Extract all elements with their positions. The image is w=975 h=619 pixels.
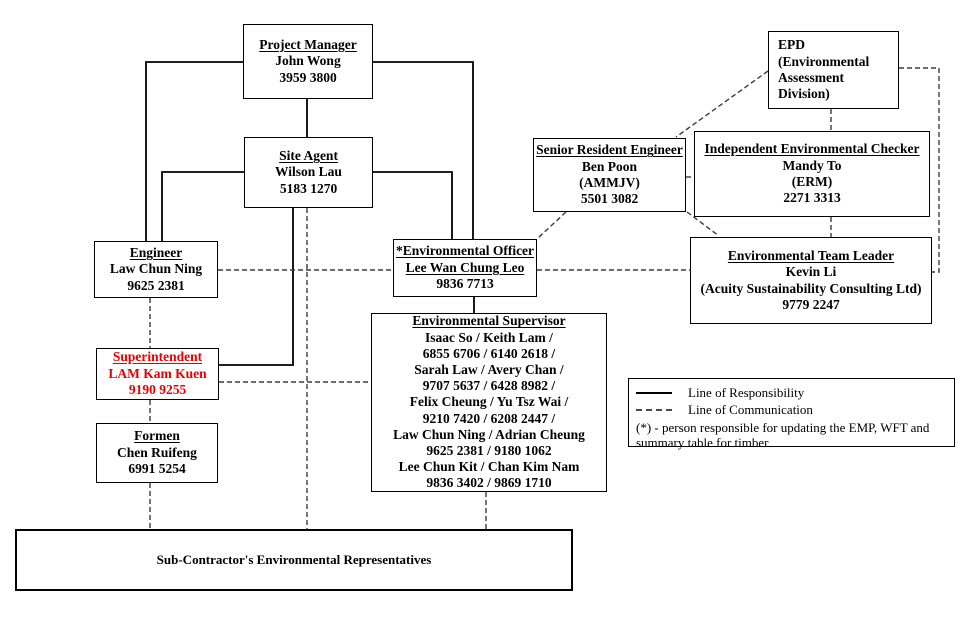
environmental-supervisor-title: Environmental Supervisor [412, 313, 566, 329]
legend [628, 378, 955, 451]
supervisor-phones-row: 9625 2381 / 9180 1062 [426, 442, 552, 458]
epd-label-line2: Assessment Division) [778, 70, 844, 102]
legend-solid-label: Line of Responsibility [688, 384, 805, 400]
etl-company: (Acuity Sustainability Consulting Ltd) [700, 280, 922, 296]
comm-sre-envofficer-diagonal [538, 212, 566, 238]
iec-company: (ERM) [791, 174, 833, 189]
project-manager-name: John Wong [275, 53, 341, 69]
box-environmental-supervisor [371, 313, 607, 492]
comm-epd-sre-diagonal [676, 71, 768, 137]
formen-title: Formen [134, 428, 180, 444]
supervisor-names-row: Felix Cheung / Yu Tsz Wai / [409, 394, 569, 410]
formen-name: Chen Ruifeng [117, 444, 197, 460]
site-agent-name: Wilson Lau [275, 164, 342, 180]
box-superintendent [96, 348, 219, 400]
project-manager-phone: 3959 3800 [279, 69, 337, 85]
box-independent-environmental-checker [694, 131, 930, 217]
supervisor-names-row: Lee Chun Kit / Chan Kim Nam [398, 459, 580, 475]
etl-phone: 9779 2247 [782, 296, 840, 312]
iec-title: Independent Environmental Checker [704, 141, 920, 157]
legend-row-responsibility [636, 384, 948, 401]
dashed-line-swatch [636, 409, 672, 411]
environmental-officer-name: Lee Wan Chung Leo [405, 259, 525, 275]
environmental-officer-title: *Environmental Officer [395, 243, 535, 259]
sre-phone: 5501 3082 [580, 191, 639, 207]
supervisor-phones-row: 6855 6706 / 6140 2618 / [422, 345, 556, 361]
box-formen [96, 423, 218, 483]
connector-siteagent-engineer [162, 172, 244, 241]
connector-pm-envofficer [373, 62, 473, 239]
box-epd [768, 31, 899, 109]
epd-label-line1: EPD (Environmental [778, 37, 870, 69]
box-subcontractor-representatives [15, 529, 573, 591]
box-senior-resident-engineer [533, 138, 686, 212]
connector-siteagent-superintendent [219, 208, 293, 365]
supervisor-names-row: Isaac So / Keith Lam / [425, 329, 553, 345]
connector-siteagent-envofficer [373, 172, 452, 239]
superintendent-title: Superintendent [112, 349, 203, 365]
supervisor-phones-row: 9836 3402 / 9869 1710 [426, 475, 552, 491]
box-engineer [94, 241, 218, 298]
supervisor-names-row: Sarah Law / Avery Chan / [414, 362, 564, 378]
etl-title: Environmental Team Leader [727, 247, 895, 263]
engineer-name: Law Chun Ning [109, 261, 203, 277]
engineer-title: Engineer [129, 244, 183, 260]
legend-dashed-label: Line of Communication [688, 401, 813, 417]
formen-phone: 6991 5254 [128, 461, 186, 477]
box-environmental-officer [393, 239, 537, 297]
site-agent-phone: 5183 1270 [279, 180, 338, 196]
connector-pm-engineer [146, 62, 243, 241]
sre-name: Ben Poon [581, 158, 638, 174]
sre-title: Senior Resident Engineer [536, 142, 683, 158]
superintendent-phone: 9190 9255 [128, 382, 187, 398]
sre-company: (AMMJV) [579, 175, 640, 190]
box-project-manager [243, 24, 373, 99]
environmental-officer-phone: 9836 7713 [436, 276, 494, 292]
supervisor-phones-row: 9210 7420 / 6208 2447 / [422, 410, 556, 426]
site-agent-title: Site Agent [279, 147, 338, 163]
engineer-phone: 9625 2381 [127, 277, 185, 293]
solid-line-swatch [636, 392, 672, 394]
etl-name: Kevin Li [785, 264, 837, 280]
legend-note-line2: summary table for timber [636, 435, 769, 451]
legend-note-line1: (*) - person responsible for updating the EMP, WFT and [636, 420, 930, 435]
subcontractor-title: Sub-Contractor's Environmental Representatives [156, 552, 432, 568]
supervisor-phones-row: 9707 5637 / 6428 8982 / [422, 378, 556, 394]
supervisor-names-row: Law Chun Ning / Adrian Cheung [393, 426, 585, 442]
iec-name: Mandy To [782, 157, 842, 173]
superintendent-name: LAM Kam Kuen [108, 365, 207, 381]
project-manager-title: Project Manager [259, 36, 357, 52]
box-environmental-team-leader [690, 237, 932, 324]
iec-phone: 2271 3313 [783, 190, 841, 206]
box-site-agent [244, 137, 373, 208]
legend-row-communication [636, 401, 948, 418]
